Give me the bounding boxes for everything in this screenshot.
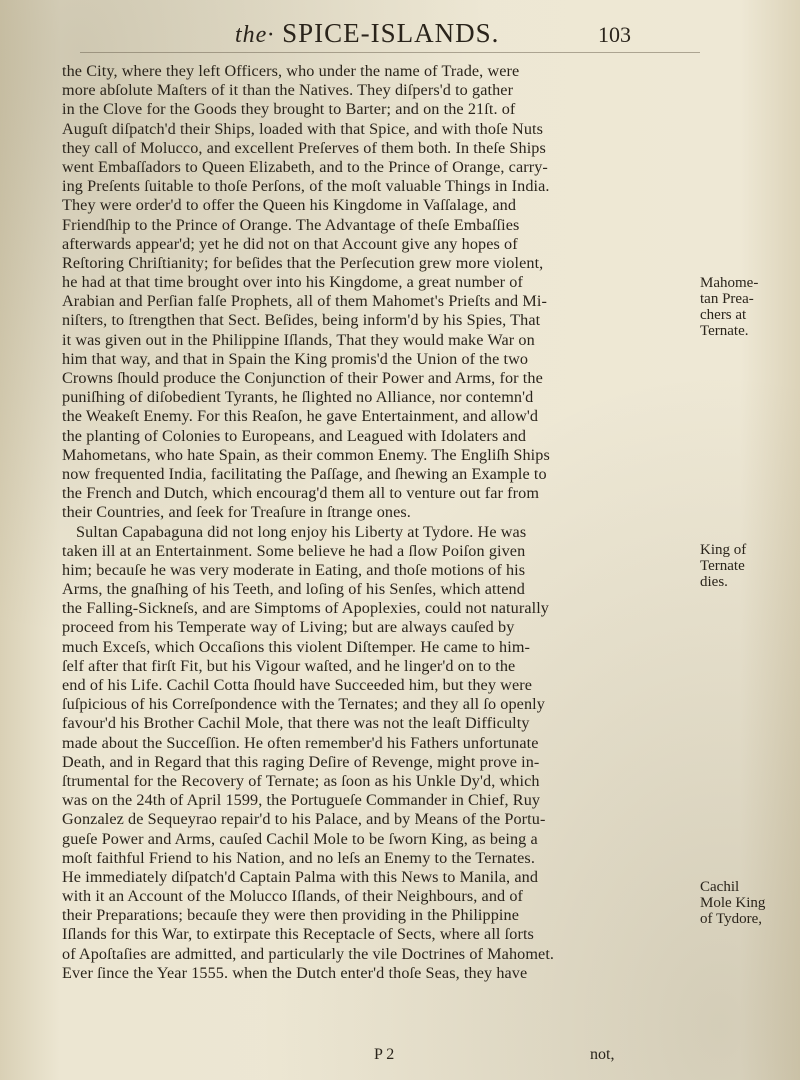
- margin-note-line: Ternate.: [700, 323, 749, 339]
- text-line: Sultan Capabaguna did not long enjoy his Liberty at Tydore. He was: [76, 522, 527, 541]
- catchword: not,: [590, 1046, 615, 1063]
- text-line: their Countries, and ſeek for Treaſure in ſtrange ones.: [62, 503, 411, 522]
- text-line: Ever ſince the Year 1555. when the Dutch enter'd thoſe Seas, they have: [62, 963, 528, 982]
- text-line: was on the 24th of April 1599, the Portugueſe Commander in Chief, Ruy: [62, 791, 541, 810]
- text-line: He immediately diſpatch'd Captain Palma with this News to Manila, and: [62, 867, 539, 886]
- margin-note-king-dies: [700, 542, 746, 590]
- text-line: Friendſhip to the Prince of Orange. The Advantage of theſe Embaſſies: [62, 215, 520, 234]
- text-line: Arabian and Perſian falſe Prophets, all of them Mahomet's Prieſts and Mi-: [62, 292, 547, 311]
- page-footer: [0, 1046, 800, 1068]
- text-line: puniſhing of diſobedient Tyrants, he ſlighted no Alliance, nor contemn'd: [62, 388, 534, 407]
- text-line: went Embaſſadors to Queen Elizabeth, and to the Prince of Orange, carry-: [62, 157, 548, 176]
- margin-note-line: Mahome-: [700, 275, 759, 291]
- margin-note-line: Cachil: [700, 879, 740, 895]
- text-line: him that way, and that in Spain the King promis'd the Union of the two: [62, 349, 529, 368]
- text-line: Crowns ſhould produce the Conjunction of their Power and Arms, for the: [62, 369, 543, 387]
- text-line: taken ill at an Entertainment. Some believe he had a ſlow Poiſon given: [62, 541, 526, 560]
- text-line: he had at that time brought over into his Kingdome, a great number of: [62, 273, 523, 292]
- text-line: ſuſpicious of his Correſpondence with the Ternates; and they all ſo openly: [62, 695, 545, 714]
- margin-note-line: of Tydore,: [700, 911, 762, 927]
- text-line: favour'd his Brother Cachil Mole, that there was not the leaſt Difficulty: [62, 714, 530, 733]
- text-line: Auguſt diſpatch'd their Ships, loaded with that Spice, and with thoſe Nuts: [62, 119, 544, 138]
- text-line: ſtrumental for the Recovery of Ternate; as ſoon as his Unkle Dy'd, which: [62, 771, 540, 790]
- text-line: They were order'd to offer the Queen his Kingdome in Vaſſalage, and: [62, 196, 517, 215]
- signature-mark: P 2: [374, 1046, 395, 1063]
- text-line: Gonzalez de Sequeyrao repair'd to his Palace, and by Means of the Portu-: [62, 810, 546, 829]
- running-title-article: the·: [235, 22, 275, 48]
- text-line: now frequented India, facilitating the Paſſage, and ſhewing an Example to: [62, 464, 547, 483]
- text-line: made about the Succeſſion. He often remember'd his Fathers unfortunate: [62, 733, 539, 752]
- header-rule: [80, 52, 700, 53]
- text-line: with it an Account of the Molucco Iſlands, of their Neighbours, and of: [62, 887, 524, 906]
- text-line: more abſolute Maſters of it than the Natives. They diſpers'd to gather: [62, 81, 514, 100]
- running-title: [235, 18, 499, 49]
- text-line: ing Preſents ſuitable to thoſe Perſons, of the moſt valuable Things in India.: [62, 177, 550, 196]
- text-line: end of his Life. Cachil Cotta ſhould have Succeeded him, but they were: [62, 676, 533, 694]
- text-line: the City, where they left Officers, who under the name of Trade, were: [62, 62, 520, 80]
- text-line: Iſlands for this War, to extirpate this Receptacle of Sects, where all ſorts: [62, 925, 534, 944]
- running-title-text: SPICE-ISLANDS.: [282, 18, 500, 48]
- text-line: of Apoſtaſies are admitted, and particularly the vile Doctrines of Mahomet.: [62, 944, 555, 963]
- text-line: the Falling-Sickneſs, and are Simptoms of Apoplexies, could not naturally: [62, 599, 550, 618]
- text-line: it was given out in the Philippine Iſlands, That they would make War on: [62, 330, 535, 349]
- text-line: in the Clove for the Goods they brought to Barter; and on the 21ſt. of: [62, 100, 516, 119]
- text-line: the French and Dutch, which encourag'd them all to venture out far from: [62, 484, 540, 503]
- text-line: proceed from his Temperate way of Living; but are always cauſed by: [62, 618, 515, 637]
- text-line: their Preparations; becauſe they were then providing in the Philippine: [62, 906, 519, 925]
- text-line: moſt faithful Friend to his Nation, and no leſs an Enemy to the Ternates.: [62, 848, 535, 867]
- text-line: ſelf after that firſt Fit, but his Vigour waſted, and he linger'd on to the: [62, 656, 516, 675]
- text-line: niſters, to ſtrengthen that Sect. Beſides, being inform'd by his Spies, That: [62, 311, 541, 330]
- margin-note-line: Ternate: [700, 558, 745, 574]
- text-line: they call of Molucco, and excellent Preſerves of them both. In theſe Ships: [62, 138, 546, 157]
- text-line: the planting of Colonies to Europeans, and Leagued with Idolaters and: [62, 426, 527, 445]
- margin-note-line: chers at: [700, 307, 747, 323]
- margin-note-line: King of: [700, 542, 747, 558]
- page-header: [0, 14, 800, 54]
- margin-note-line: tan Prea-: [700, 291, 754, 307]
- margin-note-line: Mole King: [700, 895, 766, 911]
- text-line: him; becauſe he was very moderate in Eating, and thoſe motions of his: [62, 560, 526, 579]
- margin-note-cachil-mole: [700, 879, 765, 927]
- text-line: Arms, the gnaſhing of his Teeth, and loſing of his Senſes, which attend: [62, 580, 525, 599]
- text-line: afterwards appear'd; yet he did not on that Account give any hopes of: [62, 234, 518, 253]
- text-line: the Weakeſt Enemy. For this Reaſon, he gave Entertainment, and allow'd: [62, 407, 539, 426]
- text-line: much Exceſs, which Occaſions this violent Diſtemper. He came to him-: [62, 637, 531, 656]
- margin-note-line: dies.: [700, 574, 728, 590]
- text-line: Mahometans, who hate Spain, as their common Enemy. The Engliſh Ships: [62, 445, 550, 464]
- text-line: gueſe Power and Arms, cauſed Cachil Mole to be ſworn King, as being a: [62, 829, 538, 848]
- margin-note-mahometan-preachers: [700, 275, 758, 339]
- text-line: Reſtoring Chriſtianity; for beſides that the Perſecution grew more violent,: [62, 253, 544, 272]
- body-text: [62, 62, 702, 983]
- text-line: Death, and in Regard that this raging Deſire of Revenge, might prove in-: [62, 752, 540, 771]
- page-number: 103: [598, 22, 631, 47]
